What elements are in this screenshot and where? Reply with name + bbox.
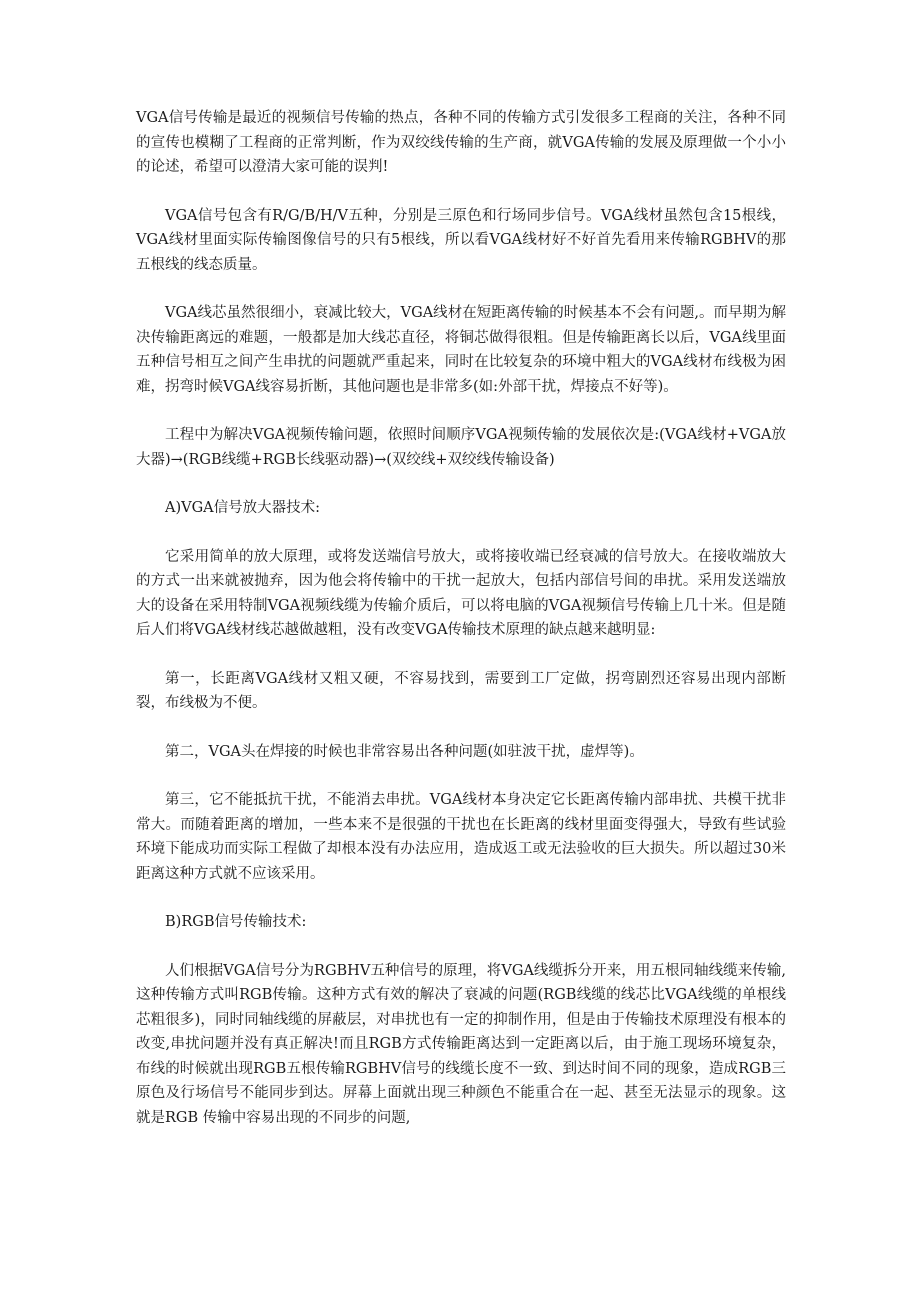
paragraph-vga-signal: VGA信号包含有R/G/B/H/V五种，分别是三原色和行场同步信号。VGA线材虽然包含15根线，VGA线材里面实际传输图像信号的只有5根线，所以看VGA线材好不好首先看用来传输RGBHV的那五根线的线态质量。 xyxy=(136,207,786,273)
paragraph-first-point: 第一，长距离VGA线材又粗又硬，不容易找到，需要到工厂定做，拐弯剧烈还容易出现内部断裂，布线极为不便。 xyxy=(136,670,786,711)
document-body xyxy=(136,106,786,1154)
paragraph-development: 工程中为解决VGA视频传输问题，依照时间顺序VGA视频传输的发展依次是:(VGA线材+VGA放大器)→(RGB线缆+RGB长线驱动器)→(双绞线+双绞线传输设备) xyxy=(136,427,786,468)
paragraph-second-point: 第二，VGA头在焊接的时候也非常容易出各种问题(如驻波干扰，虚焊等)。 xyxy=(165,743,644,760)
paragraph-rgb: 人们根据VGA信号分为RGBHV五种信号的原理，将VGA线缆拆分开来，用五根同轴线缆来传输,这种传输方式叫RGB传输。这种方式有效的解决了衰减的问题(RGB线缆的线芯比VGA线缆的单根线芯粗很多)，同时同轴线缆的屏蔽层，对串扰也有一定的抑制作用，但是由于传输技术原理没有根本的改变,串扰问题并没有真正解决!而且RGB方式传输距离达到一定距离以后，由于施工现场环境复杂，布线的时候就出现RGB五根传输RGBHV信号的线缆长度不一致、到达时间不同的现象，造成RGB三原色及行场信号不能同步到达。屏幕上面就出现三种颜色不能重合在一起、甚至无法显示的现象。这就是RGB 传输中容易出现的不同步的问题, xyxy=(136,962,786,1126)
section-heading-a: A)VGA信号放大器技术: xyxy=(165,500,321,516)
paragraph-vga-core: VGA线芯虽然很细小，衰减比较大，VGA线材在短距离传输的时候基本不会有问题,。而早期为解决传输距离远的难题，一般都是加大线芯直径，将铜芯做得很粗。但是传输距离长以后，VGA线里面五种信号相互之间产生串扰的问题就严重起来，同时在比较复杂的环境中粗大的VGA线材布线极为困难，拐弯时候VGA线容易折断，其他问题也是非常多(如:外部干扰，焊接点不好等)。 xyxy=(136,305,786,395)
paragraph-amplifier: 它采用简单的放大原理，或将发送端信号放大，或将接收端已经衰减的信号放大。在接收端放大的方式一出来就被抛弃，因为他会将传输中的干扰一起放大，包括内部信号间的串扰。采用发送端放大的设备在采用特制VGA视频线缆为传输介质后，可以将电脑的VGA视频信号传输上几十米。但是随后人们将VGA线材线芯越做越粗，没有改变VGA传输技术原理的缺点越来越明显: xyxy=(136,548,786,638)
paragraph-third-point: 第三，它不能抵抗干扰，不能消去串扰。VGA线材本身决定它长距离传输内部串扰、共模干扰非常大。而随着距离的增加，一些本来不是很强的干扰也在长距离的线材里面变得强大，导致有些试验环境下能成功而实际工程做了却根本没有办法应用，造成返工或无法验收的巨大损失。所以超过30米距离这种方式就不应该采用。 xyxy=(136,792,786,882)
section-heading-b: B)RGB信号传输技术: xyxy=(165,914,307,930)
paragraph-intro: VGA信号传输是最近的视频信号传输的热点，各种不同的传输方式引发很多工程商的关注，各种不同的宣传也模糊了工程商的正常判断，作为双绞线传输的生产商，就VGA传输的发展及原理做一个小小的论述，希望可以澄清大家可能的误判! xyxy=(136,110,786,175)
